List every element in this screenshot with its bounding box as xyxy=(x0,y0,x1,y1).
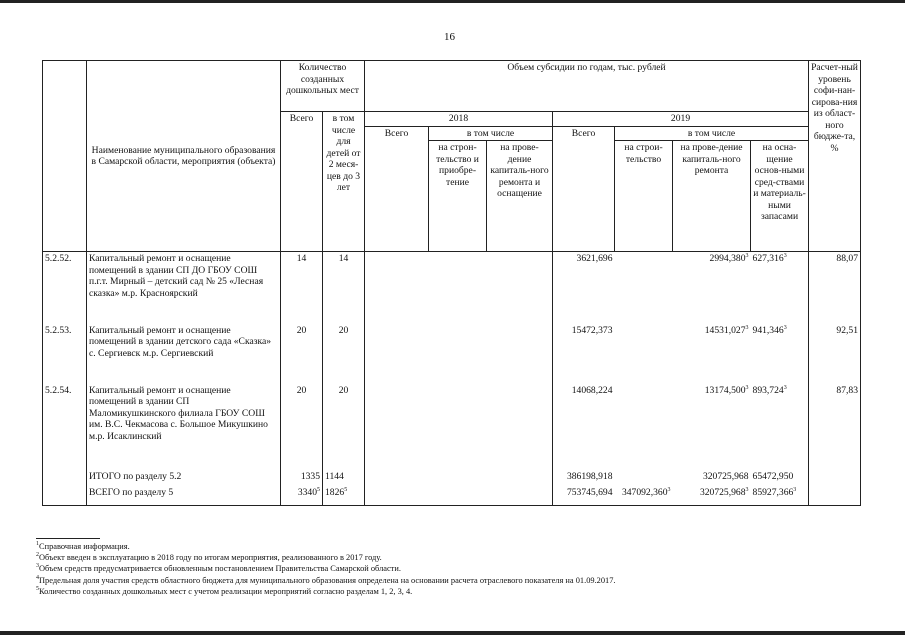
row-number: 5.2.54. xyxy=(43,384,87,470)
total-construction-2019 xyxy=(615,470,673,486)
header-2018-repair: на прове-дение капиталь-ного ремонта и оснащение xyxy=(487,141,553,252)
row-equip-2019: 941,346$^3$ xyxy=(752,324,787,336)
header-year-2018: 2018 xyxy=(365,112,553,127)
row-number: 5.2.52. xyxy=(43,252,87,324)
header-2018-total: Всего xyxy=(365,126,429,252)
header-2019-construction: на строи-тельство xyxy=(615,141,673,252)
row-equip-2019: 627,316$^3$ xyxy=(752,252,787,264)
row-name: Капитальный ремонт и оснащение помещений в здании детского сада «Сказка» с. Сергиевск м.р. Сергиевский xyxy=(87,324,281,384)
grand-total-places: 3340$^5$ xyxy=(281,486,323,506)
header-places-young: в том числе для детей от 2 меся-цев до 3 лет xyxy=(323,112,365,252)
grand-total-label: ВСЕГО по разделу 5 xyxy=(87,486,281,506)
table-row xyxy=(43,324,861,384)
header-name-col: Наименование муниципального образования в Самарской области, мероприятия (объекта) xyxy=(87,61,281,252)
page-number: 16 xyxy=(444,31,455,43)
total-row-all xyxy=(43,486,861,506)
row-places-young: 14 xyxy=(323,252,365,324)
row-equip-2019: 893,724$^3$ xyxy=(752,384,787,396)
footnotes xyxy=(36,538,856,597)
header-number-col xyxy=(43,61,87,252)
grand-total-sum-2019: 753745,694 xyxy=(553,486,615,506)
row-rate: 88,07 xyxy=(809,252,861,324)
total-repair-2019: 320725,968 xyxy=(702,470,749,482)
grand-total-repair-2019: 320725,968$^3$ xyxy=(673,486,751,506)
row-places-total: 14 xyxy=(281,252,323,324)
row-number: 5.2.53. xyxy=(43,324,87,384)
grand-total-places-young: 1826$^5$ xyxy=(323,486,365,506)
header-rate-col: Расчет-ный уровень софи-нан-сирова-ния из област-ного бюдже-та, % xyxy=(809,61,861,252)
grand-total-construction-2019: 347092,360$^3$ xyxy=(615,486,673,506)
header-places-total: Всего xyxy=(281,112,323,252)
row-repair-2019: 14531,027$^3$ xyxy=(704,324,749,336)
row-places-young: 20 xyxy=(323,324,365,384)
total-sum-2019: 386198,918 xyxy=(553,470,615,486)
row-places-total: 20 xyxy=(281,384,323,470)
row-total-2019: 14068,224 xyxy=(553,384,615,470)
total-row-section xyxy=(43,470,861,486)
header-2019-total: Всего xyxy=(553,126,615,252)
header-2019-equipment: на осна-щение основ-ными сред-ствами и материаль-ными запасами xyxy=(751,141,809,252)
footnote-item: $^3$Объем средств предусматривается обновленным постановлением Правительства Самарской области. xyxy=(36,563,401,574)
total-places-young: 1144 xyxy=(323,470,365,486)
footnote-item: $^2$Объект введен в эксплуатацию в 2018 году по итогам мероприятия, реализованного в 2017 году. xyxy=(36,552,382,563)
footnote-item: $^5$Количество созданных дошкольных мест с учетом реализации мероприятий согласно разделам 1, 2, 3, 4. xyxy=(36,586,413,596)
row-total-2019: 3621,696 xyxy=(553,252,615,324)
row-rate: 87,83 xyxy=(809,384,861,470)
table-row xyxy=(43,384,861,470)
header-2018-construction: на строн-тельство и приобре-тение xyxy=(429,141,487,252)
total-places: 1335 xyxy=(281,470,323,486)
table-header xyxy=(43,61,861,252)
header-subsidy-col: Объем субсидии по годам, тыс. рублей xyxy=(365,61,809,112)
total-equip-2019: 65472,950 xyxy=(752,470,794,482)
header-2018-incl: в том числе xyxy=(429,126,553,141)
table-row xyxy=(43,252,861,324)
row-places-total: 20 xyxy=(281,324,323,384)
row-repair-2019: 2994,380$^3$ xyxy=(709,252,749,264)
table-body xyxy=(43,252,861,506)
header-2019-incl: в том числе xyxy=(615,126,809,141)
row-places-young: 20 xyxy=(323,384,365,470)
total-label: ИТОГО по разделу 5.2 xyxy=(87,470,281,486)
row-name: Капитальный ремонт и оснащение помещений в здании СП ДО ГБОУ СОШ п.г.т. Мирный – детский сад № 25 «Лесная сказка» м.р. Красноярский xyxy=(87,252,281,324)
footnote-rule xyxy=(36,538,100,539)
bottom-border-line xyxy=(0,631,905,635)
top-border-line xyxy=(0,0,905,3)
row-total-2019: 15472,373 xyxy=(553,324,615,384)
footnote-item: $^4$Предельная доля участия средств областного бюджета для муниципального образования определена на основании расчета отраслевого показателя на 01.09.2017. xyxy=(36,574,616,585)
header-2019-repair: на прове-дение капиталь-ного ремонта xyxy=(673,141,751,252)
row-rate: 92,51 xyxy=(809,324,861,384)
header-places-col: Количество созданных дошкольных мест xyxy=(281,61,365,112)
footnote-item: $^1$Справочная информация. xyxy=(36,541,130,551)
grand-total-equip-2019: 85927,366$^3$ xyxy=(751,486,809,506)
header-year-2019: 2019 xyxy=(553,112,809,127)
row-repair-2019: 13174,500$^3$ xyxy=(704,384,749,396)
row-name: Капитальный ремонт и оснащение помещений в здании СП Маломикушкинского филиала ГБОУ СОШ им. В.С. Чекмасова с. Большое Микушкино м.р. Исаклинский xyxy=(87,384,281,470)
subsidy-table xyxy=(42,60,861,506)
